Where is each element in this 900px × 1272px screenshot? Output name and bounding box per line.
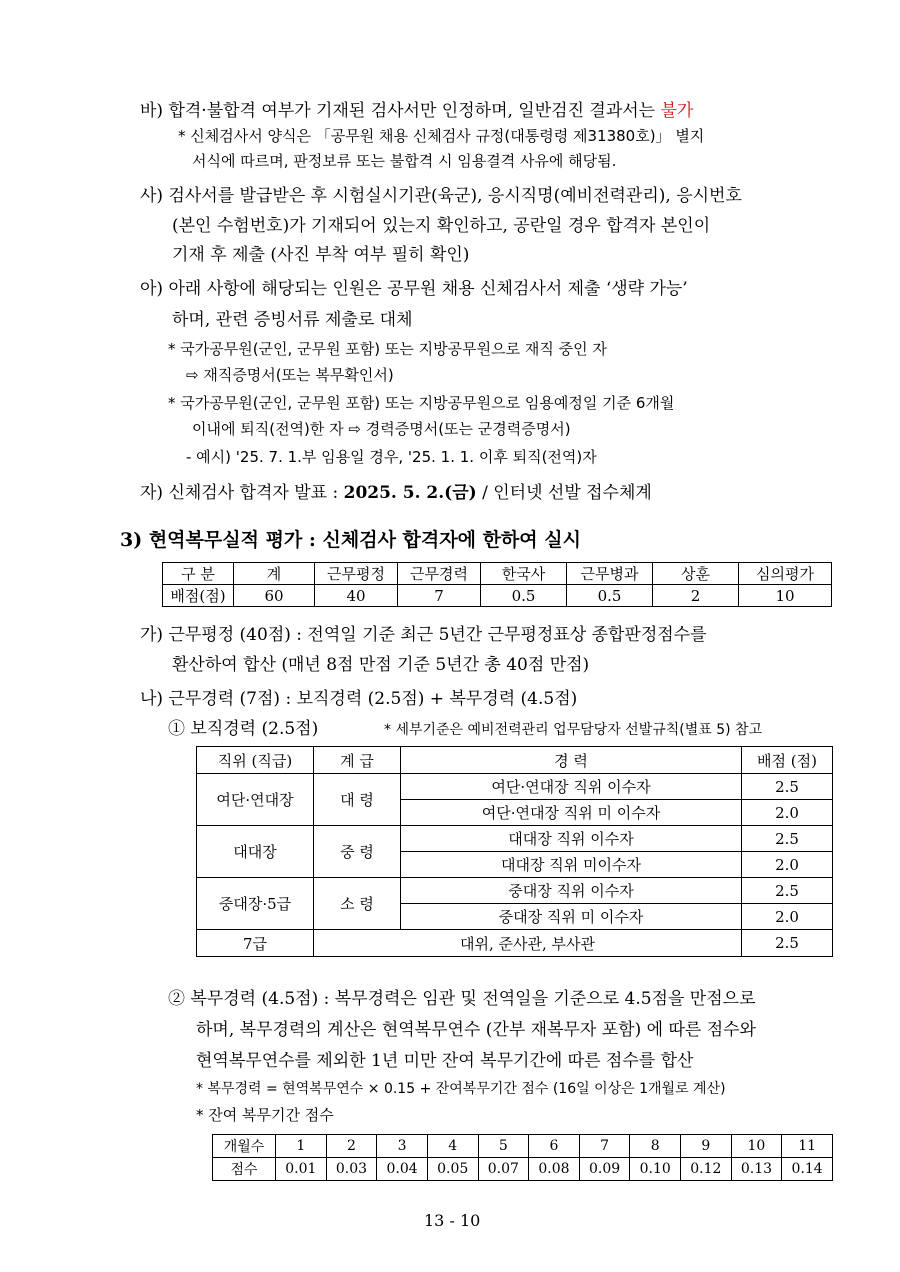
item-a-2: 하며, 관련 증빙서류 제출로 대체 bbox=[172, 310, 413, 330]
remaining-months-table bbox=[212, 1134, 833, 1181]
months-score-cell: 0.09 bbox=[579, 1158, 630, 1181]
post-career-cell: 중대장 직위 이수자 bbox=[401, 878, 742, 904]
post-career-table bbox=[196, 746, 833, 957]
score-header-cell: 계 bbox=[234, 563, 315, 585]
section-3-heading: 3) 현역복무실적 평가 : 신체검사 합격자에 한하여 실시 bbox=[120, 529, 581, 551]
post-career-cell: 대대장 직위 이수자 bbox=[401, 826, 742, 852]
item-sa-3: 기재 후 제출 (사진 부착 여부 필히 확인) bbox=[172, 245, 470, 265]
months-cell: 9 bbox=[681, 1135, 732, 1158]
page-number: 13 - 10 bbox=[424, 1211, 481, 1230]
months-score-cell: 0.14 bbox=[782, 1158, 833, 1181]
item-a-bullet-1: * 국가공무원(군인, 군무원 포함) 또는 지방공무원으로 재직 중인 자 bbox=[168, 340, 607, 358]
post-score-cell: 2.5 bbox=[742, 930, 833, 957]
table-row bbox=[213, 1158, 833, 1181]
table-row bbox=[197, 774, 833, 800]
post-score-cell: 2.5 bbox=[742, 826, 833, 852]
item-ja bbox=[140, 478, 652, 503]
score-cell: 배점(점) bbox=[163, 585, 234, 607]
table-row bbox=[197, 826, 833, 852]
item-sa-2: (본인 수험번호)가 기재되어 있는지 확인하고, 공란일 경우 합격자 본인이 bbox=[172, 216, 711, 236]
item-ja-date: 2025. 5. 2.(금) bbox=[343, 483, 477, 503]
post-position-cell: 중대장·5급 bbox=[197, 878, 314, 930]
item-a-1: 아) 아래 사항에 해당되는 인원은 공무원 채용 신체검사서 제출 ‘생략 가능’ bbox=[140, 279, 688, 299]
score-cell: 40 bbox=[315, 585, 398, 607]
score-header-cell: 근무병과 bbox=[567, 563, 653, 585]
months-cell: 1 bbox=[276, 1135, 327, 1158]
item-ba-red-text: 불가 bbox=[660, 101, 694, 121]
service-career-3: 현역복무연수를 제외한 1년 미만 잔여 복무기간에 따른 점수를 합산 bbox=[196, 1051, 694, 1071]
months-score-cell: 0.05 bbox=[427, 1158, 478, 1181]
months-cell: 3 bbox=[377, 1135, 428, 1158]
service-career-2: 하며, 복무경력의 계산은 현역복무연수 (간부 재복무자 포함) 에 따른 점수와 bbox=[196, 1020, 756, 1040]
score-cell: 0.5 bbox=[481, 585, 567, 607]
post-header-cell: 경 력 bbox=[401, 747, 742, 774]
score-cell: 60 bbox=[234, 585, 315, 607]
item-ba-note-2: 서식에 따르며, 판정보류 또는 불합격 시 임용결격 사유에 해당됨. bbox=[192, 152, 617, 170]
post-score-cell: 2.5 bbox=[742, 878, 833, 904]
item-a-bullet-1b: ⇨ 재직증명서(또는 복무확인서) bbox=[186, 366, 394, 384]
score-header-cell: 구 분 bbox=[163, 563, 234, 585]
months-cell: 5 bbox=[478, 1135, 529, 1158]
months-score-cell: 0.13 bbox=[731, 1158, 782, 1181]
months-cell: 8 bbox=[630, 1135, 681, 1158]
months-score-cell: 0.10 bbox=[630, 1158, 681, 1181]
months-cell: 4 bbox=[427, 1135, 478, 1158]
months-score-cell: 0.04 bbox=[377, 1158, 428, 1181]
post-score-cell: 2.0 bbox=[742, 904, 833, 930]
item-ja-pre: 자) 신체검사 합격자 발표 : bbox=[140, 483, 344, 503]
months-score-cell: 0.01 bbox=[276, 1158, 327, 1181]
score-cell: 2 bbox=[653, 585, 739, 607]
months-cell: 6 bbox=[529, 1135, 580, 1158]
months-cell: 2 bbox=[326, 1135, 377, 1158]
score-header-cell: 한국사 bbox=[481, 563, 567, 585]
service-career-1: ② 복무경력 (4.5점) : 복무경력은 임관 및 전역일을 기준으로 4.5점을 만점으로 bbox=[168, 989, 756, 1009]
post-career-cell: 대대장 직위 미이수자 bbox=[401, 852, 742, 878]
months-score-cell: 0.07 bbox=[478, 1158, 529, 1181]
item-ga-2: 환산하여 합산 (매년 8점 만점 기준 5년간 총 40점 만점) bbox=[172, 655, 590, 675]
item-ba bbox=[140, 96, 693, 121]
months-cell: 11 bbox=[782, 1135, 833, 1158]
post-career-cell: 여단·연대장 직위 미 이수자 bbox=[401, 800, 742, 826]
item-sa-1: 사) 검사서를 발급받은 후 시험실시기관(육군), 응시직명(예비전력관리), 응시번호 bbox=[140, 186, 742, 206]
score-cell: 0.5 bbox=[567, 585, 653, 607]
post-rank-cell: 중 령 bbox=[314, 826, 401, 878]
item-ga-1: 가) 근무평정 (40점) : 전역일 기준 최근 5년간 근무평정표상 종합판정점수를 bbox=[140, 625, 707, 645]
post-position-cell: 여단·연대장 bbox=[197, 774, 314, 826]
post-header-cell: 계 급 bbox=[314, 747, 401, 774]
months-score-cell: 점수 bbox=[213, 1158, 276, 1181]
post-career-cell: 여단·연대장 직위 이수자 bbox=[401, 774, 742, 800]
table-row bbox=[213, 1135, 833, 1158]
score-header-cell: 상훈 bbox=[653, 563, 739, 585]
score-table bbox=[162, 562, 832, 607]
months-score-cell: 0.12 bbox=[681, 1158, 732, 1181]
post-career-note: * 세부기준은 예비전력관리 업무담당자 선발규칙(별표 5) 참고 bbox=[384, 722, 763, 738]
post-score-cell: 2.5 bbox=[742, 774, 833, 800]
months-cell: 개월수 bbox=[213, 1135, 276, 1158]
score-table-header-row bbox=[163, 563, 832, 585]
score-header-cell: 심의평가 bbox=[739, 563, 832, 585]
post-score-cell: 2.0 bbox=[742, 800, 833, 826]
item-a-bullet-2b: 이내에 퇴직(전역)한 자 ⇨ 경력증명서(또는 군경력증명서) bbox=[192, 420, 571, 438]
item-a-bullet-2: * 국가공무원(군인, 군무원 포함) 또는 지방공무원으로 임용예정일 기준 6개월 bbox=[168, 394, 675, 412]
post-career-cell: 대위, 준사관, 부사관 bbox=[314, 930, 742, 957]
post-career-heading: ① 보직경력 (2.5점) bbox=[168, 719, 319, 739]
post-table-header-row bbox=[197, 747, 833, 774]
service-career-note-1: * 복무경력 = 현역복무연수 × 0.15 + 잔여복무기간 점수 (16일 이상은 1개월로 계산) bbox=[196, 1081, 726, 1097]
item-a-bullet-3: - 예시) '25. 7. 1.부 임용일 경우, '25. 1. 1. 이후 퇴직(전역)자 bbox=[186, 448, 597, 466]
score-cell: 10 bbox=[739, 585, 832, 607]
months-cell: 10 bbox=[731, 1135, 782, 1158]
months-score-cell: 0.08 bbox=[529, 1158, 580, 1181]
post-header-cell: 배점 (점) bbox=[742, 747, 833, 774]
item-ba-text: 바) 합격·불합격 여부가 기재된 검사서만 인정하며, 일반검진 결과서는 bbox=[140, 101, 661, 121]
score-header-cell: 근무경력 bbox=[398, 563, 481, 585]
table-row bbox=[197, 930, 833, 957]
post-rank-cell: 대 령 bbox=[314, 774, 401, 826]
months-cell: 7 bbox=[579, 1135, 630, 1158]
post-header-cell: 직위 (직급) bbox=[197, 747, 314, 774]
item-na: 나) 근무경력 (7점) : 보직경력 (2.5점) + 복무경력 (4.5점) bbox=[140, 689, 578, 709]
table-row bbox=[197, 878, 833, 904]
post-career-cell: 중대장 직위 미 이수자 bbox=[401, 904, 742, 930]
score-cell: 7 bbox=[398, 585, 481, 607]
score-table-row bbox=[163, 585, 832, 607]
months-score-cell: 0.03 bbox=[326, 1158, 377, 1181]
post-score-cell: 2.0 bbox=[742, 852, 833, 878]
post-position-cell: 7급 bbox=[197, 930, 314, 957]
post-rank-cell: 소 령 bbox=[314, 878, 401, 930]
post-position-cell: 대대장 bbox=[197, 826, 314, 878]
item-ba-note-1: * 신체검사서 양식은 「공무원 채용 신체검사 규정(대통령령 제31380호)」 별지 bbox=[178, 127, 705, 145]
score-header-cell: 근무평정 bbox=[315, 563, 398, 585]
item-ja-post: / 인터넷 선발 접수체계 bbox=[476, 483, 652, 503]
service-career-note-2: * 잔여 복무기간 점수 bbox=[196, 1106, 334, 1124]
